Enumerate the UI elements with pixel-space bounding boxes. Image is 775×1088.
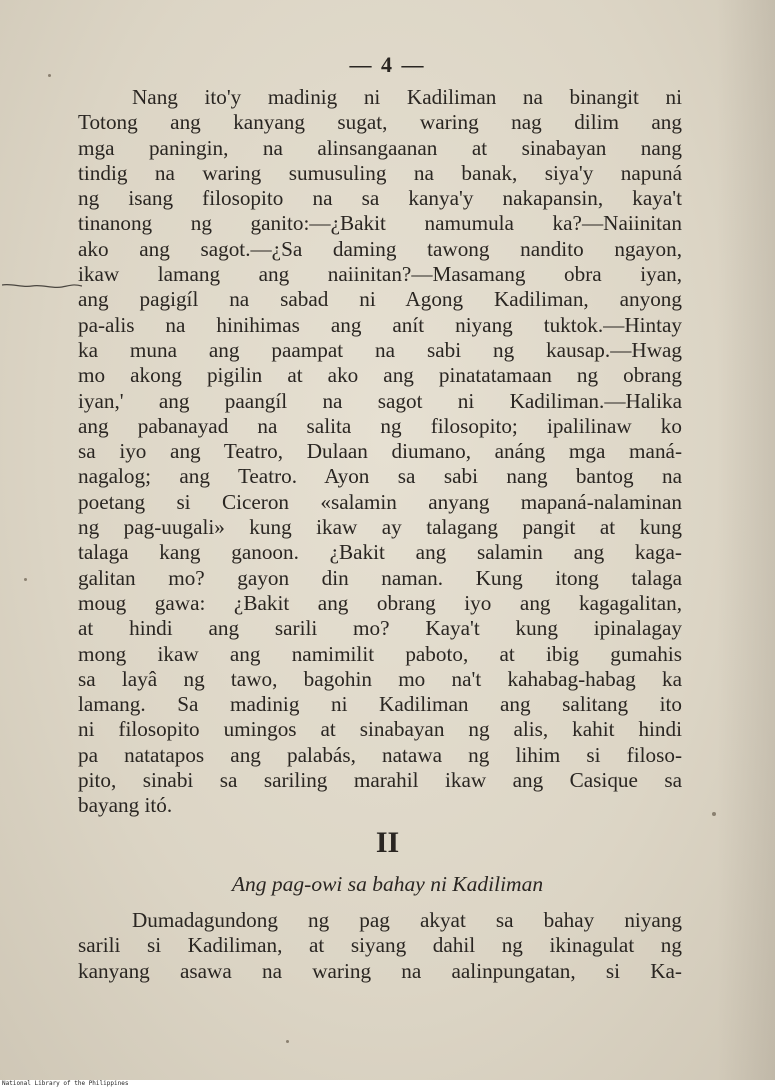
text-line: nagalog; ang Teatro. Ayon sa sabi nang bantog na: [78, 464, 682, 489]
text-line: tinanong ng ganito:—¿Bakit namumula ka?—Naiinitan: [78, 211, 682, 236]
chapter-title: Ang pag-owi sa bahay ni Kadiliman: [231, 872, 544, 896]
paragraph-2: [78, 908, 682, 984]
text-line: pa natatapos ang palabás, natawa ng lihim si filoso-: [78, 742, 682, 767]
text-line: pa-alis na hinihimas ang anít niyang tuktok.—Hintay: [78, 312, 682, 337]
page-number: — 4 —: [349, 52, 426, 77]
margin-pencil-mark: [2, 279, 82, 293]
text-line: ang pabanayad na salita ng filosopito; ipalilinaw ko: [78, 413, 682, 438]
text-line: bayang itó.: [78, 793, 173, 818]
paper-speck: [286, 1040, 289, 1043]
text-line: ang pagigíl na sabad ni Agong Kadiliman, anyong: [78, 287, 682, 312]
paper-speck: [712, 812, 716, 816]
text-line: ni filosopito umingos at sinabayan ng alis, kahit hindi: [78, 717, 682, 742]
text-line: ikaw lamang ang naiinitan?—Masamang obra iyan,: [78, 262, 682, 287]
text-line: kanyang asawa na waring na aalinpungatan, si Ka-: [78, 958, 682, 983]
text-line: mo akong pigilin at ako ang pinatatamaan ng obrang: [78, 363, 682, 388]
chapter-numeral: II: [375, 826, 400, 859]
text-line: galitan mo? gayon din naman. Kung itong talaga: [78, 565, 682, 590]
text-line: iyan,' ang paangíl na sagot ni Kadiliman.—Halika: [78, 388, 682, 413]
text-line: ka muna ang paampat na sabi ng kausap.—Hwag: [78, 337, 682, 362]
text-line: sarili si Kadiliman, at siyang dahil ng ikinagulat ng: [78, 933, 682, 958]
text-line: tindig na waring sumusuling na banak, siya'y napuná: [78, 160, 682, 185]
paper-speck: [48, 74, 51, 77]
text-line: sa layâ ng tawo, bagohin mo na't kahabag-habag ka: [78, 666, 682, 691]
paper-speck: [24, 578, 27, 581]
text-line: ng pag-uugali» kung ikaw ay talagang pangit at kung: [78, 515, 682, 540]
page-spine-shadow: [717, 0, 775, 1080]
text-line: moug gawa: ¿Bakit ang obrang iyo ang kagagalitan,: [78, 590, 682, 615]
text-line: mga paningin, na alinsangaanan at sinabayan nang: [78, 135, 682, 160]
text-line: at hindi ang sarili mo? Kaya't kung ipinalagay: [78, 616, 682, 641]
text-line: pito, sinabi sa sariling marahil ikaw ang Casique sa: [78, 768, 682, 793]
text-line: lamang. Sa madinig ni Kadiliman ang salitang ito: [78, 692, 682, 717]
text-line: poetang si Ciceron «salamin anyang mapaná-nalaminan: [78, 489, 682, 514]
paragraph-1: [78, 85, 682, 819]
text-line: ako ang sagot.—¿Sa daming tawong nandito ngayon,: [78, 236, 682, 261]
text-line: mong ikaw ang namimilit paboto, at ibig gumahis: [78, 641, 682, 666]
text-line: ng isang filosopito na sa kanya'y nakapansin, kaya't: [78, 186, 682, 211]
text-line: sa iyo ang Teatro, Dulaan diumano, anáng mga maná-: [78, 439, 682, 464]
text-line: Dumadagundong ng pag akyat sa bahay niyang: [132, 908, 682, 932]
text-line: Nang ito'y madinig ni Kadiliman na binangit ni: [132, 85, 682, 109]
text-line: Totong ang kanyang sugat, waring nag dilim ang: [78, 110, 682, 135]
footer-credit: National Library of the Philippines: [2, 1080, 129, 1087]
text-line: talaga kang ganoon. ¿Bakit ang salamin ang kaga-: [78, 540, 682, 565]
